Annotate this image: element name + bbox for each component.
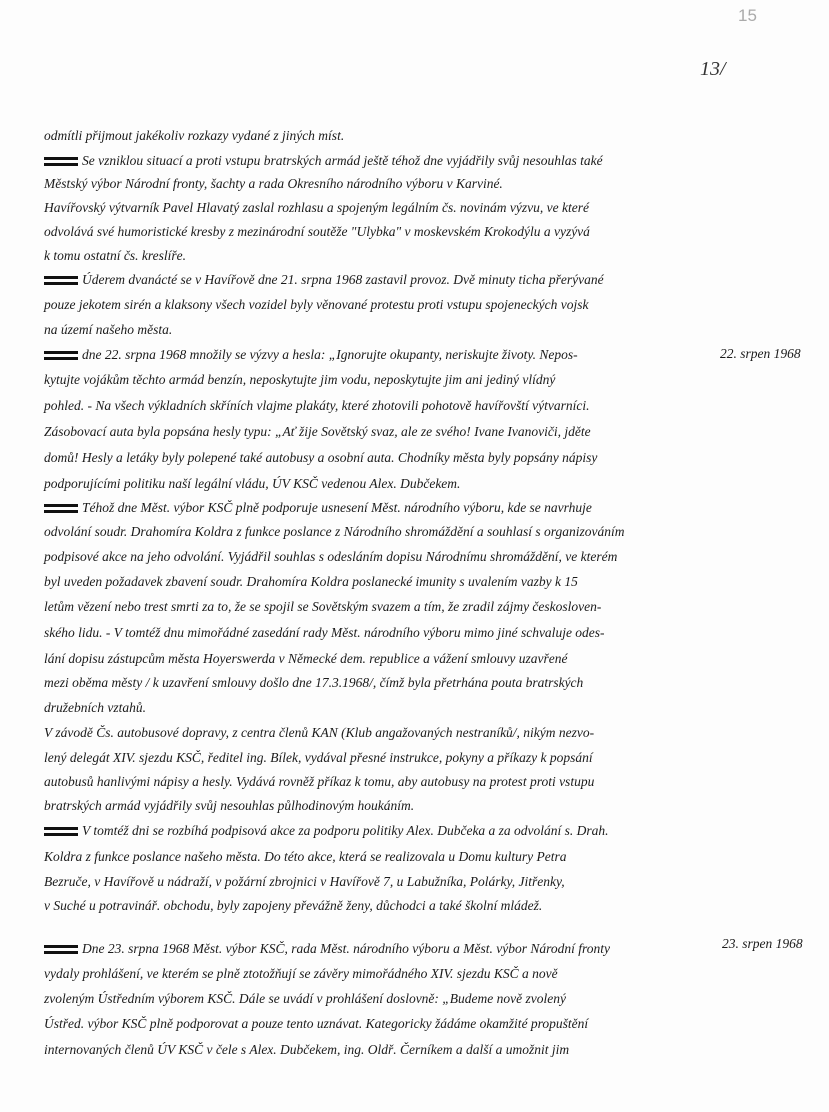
text-line: pohled. - Na všech výkladních skříních vlajme plakáty, které zhotovili pohotově havířovští výtvarníci. xyxy=(44,398,590,413)
text-line: Ústřed. výbor KSČ plně podporovat a pouze tento uznávat. Kategoricky žádáme okamžité propuštění xyxy=(44,1016,589,1031)
text-line: bratrských armád vyjádřily svůj nesouhlas půlhodinovým houkáním. xyxy=(44,798,415,813)
text-line: Dne 23. srpna 1968 Měst. výbor KSČ, rada Měst. národního výboru a Měst. výbor Národní fronty xyxy=(82,941,610,956)
text-line: Zásobovací auta byla popsána hesly typu: „Ať žije Sovětský svaz, ale ze svého! Ivane Ivanoviči, jděte xyxy=(44,424,591,439)
text-line: podporujícími politiku naší legální vládu, ÚV KSČ vedenou Alex. Dubčekem. xyxy=(44,476,461,491)
text-line: dne 22. srpna 1968 množily se výzvy a hesla: „Ignorujte okupanty, neriskujte životy. Nepos- xyxy=(82,347,578,362)
paragraph-marker-icon xyxy=(44,827,78,836)
paragraph-marker-icon xyxy=(44,276,78,285)
text-line: k tomu ostatní čs. kreslíře. xyxy=(44,248,186,263)
text-line: v Suché u potravinář. obchodu, byly zapojeny převážně ženy, důchodci a také školní mládež. xyxy=(44,898,543,913)
text-line: Bezruče, v Havířově u nádraží, v požární zbrojnici v Havířově 7, u Labužníka, Polárky, Jitřenky, xyxy=(44,874,565,889)
text-line: domů! Hesly a letáky byly polepené také autobusy a osobní auta. Chodníky města byly popsány nápisy xyxy=(44,450,598,465)
text-line: podpisové akce na jeho odvolání. Vyjádřil souhlas s odesláním dopisu Národnímu shromáždění, ve kterém xyxy=(44,549,618,564)
paragraph-marker-icon xyxy=(44,351,78,360)
text-line: lání dopisu zástupcům města Hoyerswerda v Německé dem. republice a vážení smlouvy uzavřené xyxy=(44,651,568,666)
text-line: Městský výbor Národní fronty, šachty a rada Okresního národního výboru v Karviné. xyxy=(44,176,503,191)
text-line: Koldra z funkce poslance našeho města. Do této akce, která se realizovala u Domu kultury Petra xyxy=(44,849,567,864)
text-line: V tomtéž dni se rozbíhá podpisová akce za podporu politiky Alex. Dubčeka a za odvolání s. Drah. xyxy=(82,823,609,838)
text-line: odmítli přijmout jakékoliv rozkazy vydané z jiných míst. xyxy=(44,128,345,143)
text-line: zvoleným Ústředním výborem KSČ. Dále se uvádí v prohlášení doslovně: „Budeme nově zvolený xyxy=(44,991,566,1006)
paragraph-marker-icon xyxy=(44,157,78,166)
text-line: Havířovský výtvarník Pavel Hlavatý zaslal rozhlasu a spojeným legálním čs. novinám výzvu, ve které xyxy=(44,200,589,215)
text-line: autobusů hanlivými nápisy a hesly. Vydává rovněž příkaz k tomu, aby autobusy na protest proti vstupu xyxy=(44,774,595,789)
text-line: pouze jekotem sirén a klaksony všech vozidel byly věnované protestu proti vstupu spojeneckých vojsk xyxy=(44,297,589,312)
page-stamp-number: 15 xyxy=(738,6,757,25)
text-line: odvolání soudr. Drahomíra Koldra z funkce poslance z Národního shromáždění a souhlasí s organizováním xyxy=(44,524,625,539)
text-line: mezi oběma městy / k uzavření smlouvy došlo dne 17.3.1968/, čímž byla přetrhána pouta bratrských xyxy=(44,675,584,690)
text-line: letům vězení nebo trest smrti za to, že se spojil se Sovětským svazem a tím, že zradil zájmy českosloven- xyxy=(44,599,602,614)
text-line: V závodě Čs. autobusové dopravy, z centra členů KAN (Klub angažovaných nestraníků/, nikým nezvo- xyxy=(44,725,595,740)
text-line: Úderem dvanácté se v Havířově dne 21. srpna 1968 zastavil provoz. Dvě minuty ticha přerývané xyxy=(82,272,604,287)
text-line: kytujte vojákům těchto armád benzín, neposkytujte jim vodu, neposkytujte jim ani jediný vlídný xyxy=(44,372,556,387)
text-line: Téhož dne Měst. výbor KSČ plně podporuje usnesení Měst. národního výboru, kde se navrhuje xyxy=(82,500,592,515)
paragraph-marker-icon xyxy=(44,504,78,513)
text-line: Se vzniklou situací a proti vstupu bratrských armád ještě téhož dne vyjádřily svůj nesouhlas také xyxy=(82,153,603,168)
margin-date-note: 23. srpen 1968 xyxy=(722,936,803,951)
text-line: vydaly prohlášení, ve kterém se plně ztotožňují se závěry mimořádného XIV. sjezdu KSČ a nově xyxy=(44,966,558,981)
text-line: lený delegát XIV. sjezdu KSČ, ředitel ing. Bílek, vydával přesné instrukce, pokyny a příkazy k popsání xyxy=(44,750,593,765)
text-line: odvolává své humoristické kresby z mezinárodní soutěže "Ulybka" v moskevském Krokodýlu a vyzývá xyxy=(44,224,590,239)
page-handwritten-number: 13/ xyxy=(700,58,726,80)
paragraph-marker-icon xyxy=(44,945,78,954)
margin-date-note: 22. srpen 1968 xyxy=(720,346,801,361)
text-line: na území našeho města. xyxy=(44,322,173,337)
text-line: ského lidu. - V tomtéž dnu mimořádné zasedání rady Měst. národního výboru mimo jiné schvaluje odes- xyxy=(44,625,605,640)
text-line: internovaných členů ÚV KSČ v čele s Alex. Dubčekem, ing. Oldř. Černíkem a další a umožnit jim xyxy=(44,1042,570,1057)
text-line: byl uveden požadavek zbavení soudr. Drahomíra Koldra poslanecké imunity s uvalením vazby k 15 xyxy=(44,574,578,589)
text-line: družebních vztahů. xyxy=(44,700,146,715)
